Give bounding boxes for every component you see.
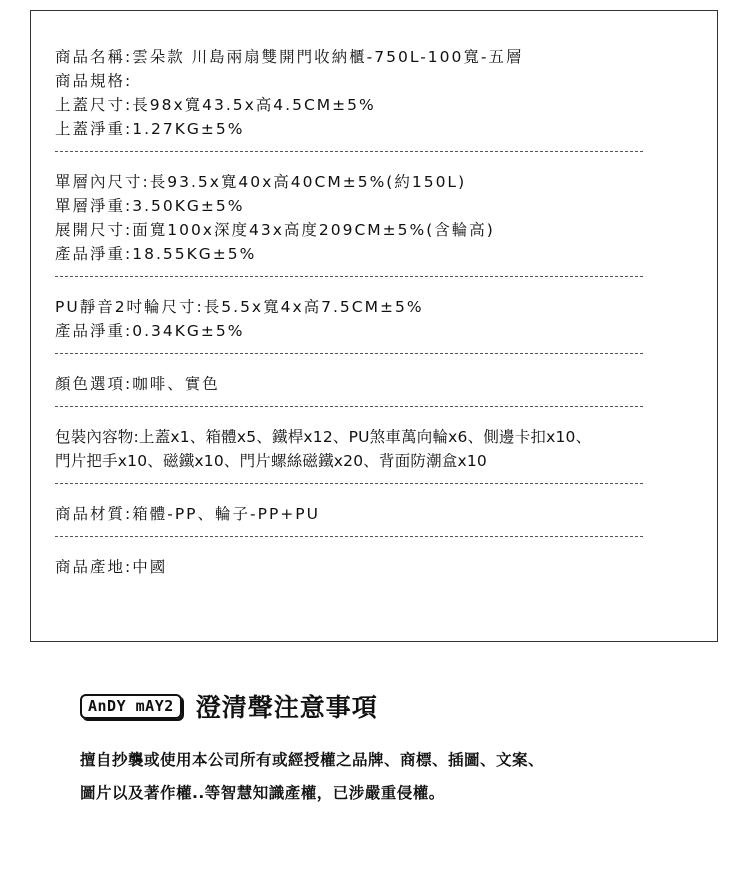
origin: 商品產地:中國	[55, 558, 168, 576]
spec-box	[30, 10, 718, 642]
product-weight: 產品淨重:18.55KG±5%	[55, 245, 257, 263]
spec-content	[55, 45, 693, 579]
wheel-weight: 產品淨重:0.34KG±5%	[55, 322, 245, 340]
product-spec-label: 商品規格:	[55, 72, 133, 90]
brand-logo: AnDY mAY2	[80, 694, 182, 719]
divider	[55, 270, 693, 282]
divider	[55, 477, 693, 489]
divider	[55, 530, 693, 542]
disclaimer-section	[80, 688, 544, 810]
wheel-size: PU靜音2吋輪尺寸:長5.5x寬4x高7.5CM±5%	[55, 298, 424, 316]
product-name: 商品名稱:雲朵款 川島兩扇雙開門收納櫃-750L-100寬-五層	[55, 48, 524, 66]
disclaimer-title: 澄清聲注意事項	[195, 693, 378, 722]
package-contents-line1: 包裝內容物:上蓋x1、箱體x5、鐵桿x12、PU煞車萬向輪x6、側邊卡扣x10、	[55, 428, 592, 446]
disclaimer-line2: 圖片以及著作權..等智慧知識產權，已涉嚴重侵權。	[80, 784, 445, 802]
disclaimer-text	[80, 744, 544, 810]
color-options: 顏色選項:咖啡、實色	[55, 375, 220, 393]
lid-weight: 上蓋淨重:1.27KG±5%	[55, 120, 245, 138]
lid-size: 上蓋尺寸:長98x寬43.5x高4.5CM±5%	[55, 96, 376, 114]
layer-weight: 單層淨重:3.50KG±5%	[55, 197, 245, 215]
divider	[55, 145, 693, 157]
package-contents-line2: 門片把手x10、磁鐵x10、門片螺絲磁鐵x20、背面防潮盒x10	[55, 452, 487, 470]
divider	[55, 347, 693, 359]
layer-inner-size: 單層內尺寸:長93.5x寬40x高40CM±5%(約150L)	[55, 173, 467, 191]
divider	[55, 400, 693, 412]
disclaimer-header	[80, 688, 544, 724]
disclaimer-line1: 擅自抄襲或使用本公司所有或經授權之品牌、商標、插圖、文案、	[80, 751, 545, 769]
material: 商品材質:箱體-PP、輪子-PP+PU	[55, 505, 320, 523]
expanded-size: 展開尺寸:面寬100x深度43x高度209CM±5%(含輪高)	[55, 221, 495, 239]
